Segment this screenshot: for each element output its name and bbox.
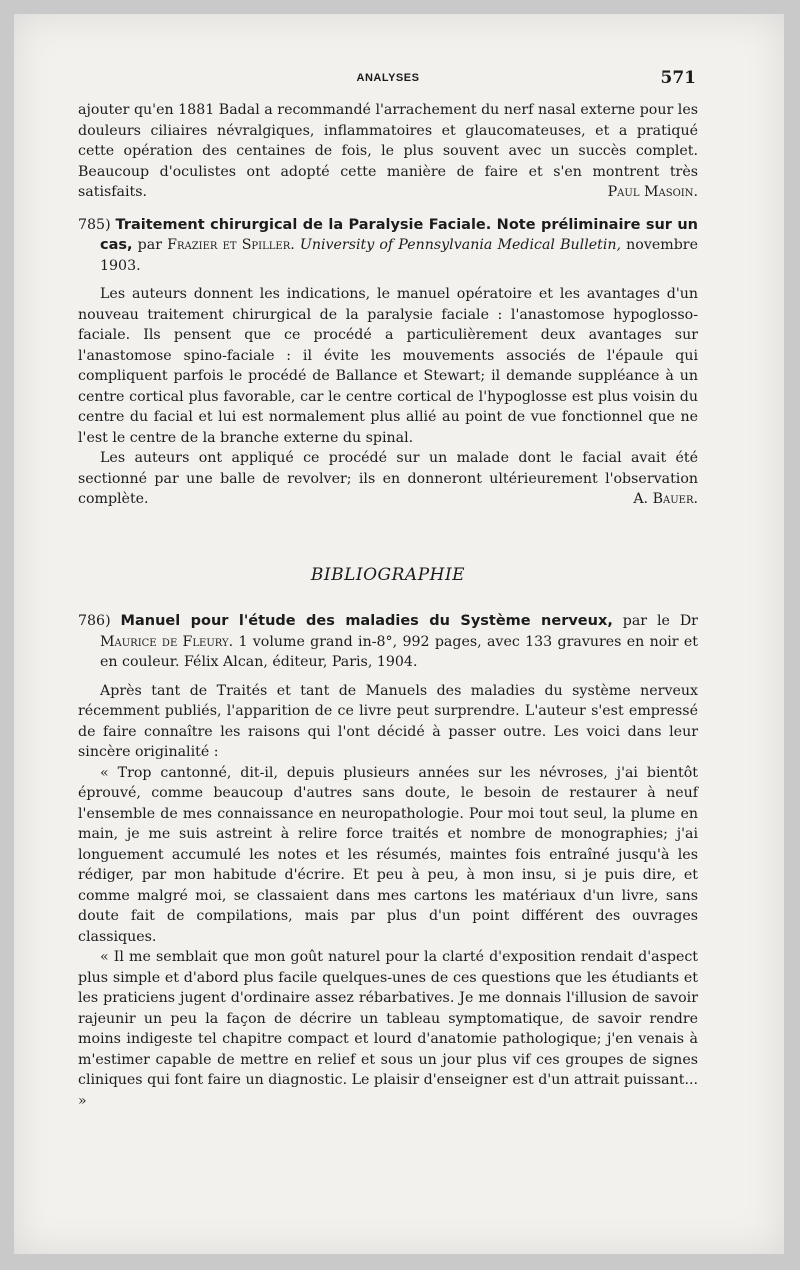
entry-786-title: Manuel pour l'étude des maladies du Système nerveux, bbox=[120, 613, 613, 629]
entry-785-title: Traitement chirurgical de la Paralysie Faciale. Note préliminaire sur un cas, bbox=[100, 216, 698, 253]
entry-785-paragraph-2-text: Les auteurs ont appliqué ce procédé sur un malade dont le facial avait été sectionné par une balle de revolver; ils en donneront ultérieurement l'observation complète. bbox=[78, 450, 698, 507]
entry-785-paragraph-1: Les auteurs donnent les indications, le manuel opératoire et les avantages d'un nouveau traitement chirurgical de la paralysie faciale : l'anastomose hypoglosso-faciale. Ils pensent que ce procédé a particulièrement deux avantages sur l'anastomose spino-faciale : il évite les mouvements associés de l'épaule qui compliquent parfois le procédé de Ballance et Stewart; il demande suppléance à un centre cortical plus favorable, car le centre cortical de l'hypoglosse est plus voisin du centre du facial et lui est normalement plus allié au point de vue fonctionnel que ne l'est le centre de la branche externe du spinal. bbox=[78, 286, 698, 446]
continuation-text: ajouter qu'en 1881 Badal a recommandé l'arrachement du nerf nasal externe pour les douleurs ciliaires névralgiques, inflammatoires et glaucomateuses, et a pratiqué cette opération des centaines de fois, le plus souvent avec un succès complet. Beaucoup d'oculistes ont adopté cette manière de faire et s'en montrent très satisfaits. bbox=[78, 102, 698, 200]
entry-786-author: Maurice de Fleury. bbox=[100, 633, 234, 650]
entry-786-number: 786) bbox=[78, 613, 111, 629]
entry-786-by: par le bbox=[622, 613, 670, 629]
continuation-paragraph bbox=[78, 100, 698, 203]
entry-786-author-prefix: Dr bbox=[679, 613, 698, 629]
entry-786-details: 1 volume grand in-8°, 992 pages, avec 133 gravures en noir et en couleur. Félix Alcan, éditeur, Paris, 1904. bbox=[100, 633, 699, 670]
section-title-bibliographie: BIBLIOGRAPHIE bbox=[310, 564, 466, 585]
entry-785-number: 785) bbox=[78, 216, 111, 233]
entry-786-heading bbox=[78, 611, 698, 673]
page-number: 571 bbox=[660, 68, 696, 88]
entry-785-heading bbox=[78, 215, 698, 277]
page-content bbox=[78, 100, 698, 1111]
entry-786-paragraph-3: « Il me semblait que mon goût naturel pour la clarté d'exposition rendait d'aspect plus simple et d'abord plus facile quelques-unes de ces questions que les étudiants et les praticiens jugent d'ordinaire assez rébarbatives. Je me donnais l'illusion de savoir rajeunir un peu la façon de décrire un tableau symptomatique, de savoir rendre moins indigeste tel chapitre compact et lourd d'anatomie pathologique; j'en venais à m'estimer capable de mettre en relief et sous un jour plus vif ces groupes de signes cliniques qui font faire un diagnostic. Le plaisir d'enseigner est d'un attrait puissant... » bbox=[78, 949, 698, 1109]
entry-785-journal: University of Pennsylvania Medical Bulletin, bbox=[299, 237, 622, 253]
signature-masoin: Paul Masoin. bbox=[607, 184, 698, 200]
entry-785-authors: Frazier et Spiller. bbox=[167, 237, 295, 253]
signature-bauer: A. Bauer. bbox=[633, 491, 698, 507]
running-title: ANALYSES bbox=[356, 72, 420, 84]
entry-786-paragraph-1: Après tant de Traités et tant de Manuels des maladies du système nerveux récemment publiés, l'apparition de ce livre peut surprendre. L'auteur s'est empressé de faire connaître les raisons qui l'ont décidé à passer outre. Les voici dans leur sincère originalité : bbox=[78, 682, 698, 760]
entry-786-paragraph-2: « Trop cantonné, dit-il, depuis plusieurs années sur les névroses, j'ai bientôt éprouvé, comme beaucoup d'autres sans doute, le besoin de restaurer à neuf l'ensemble de mes connaissance en neuropathologie. Pour moi tout seul, la plume en main, je me suis astreint à relire force traités et nombre de monographies; j'ai longuement accumulé les notes et les résumés, maintes fois entraîné jusqu'à les rédiger, par mon habitude d'écrire. Et peu à peu, à mon insu, si je puis dire, et comme malgré moi, se classaient dans mes cartons les matériaux d'un livre, sans doute fait de compilations, mais par plus d'un point différent des ouvrages classiques. bbox=[78, 764, 698, 945]
entry-785-paragraph-2 bbox=[78, 448, 698, 510]
entry-785-date: novembre 1903. bbox=[100, 237, 698, 274]
entry-785-by: par bbox=[137, 237, 162, 253]
running-header bbox=[78, 66, 698, 90]
